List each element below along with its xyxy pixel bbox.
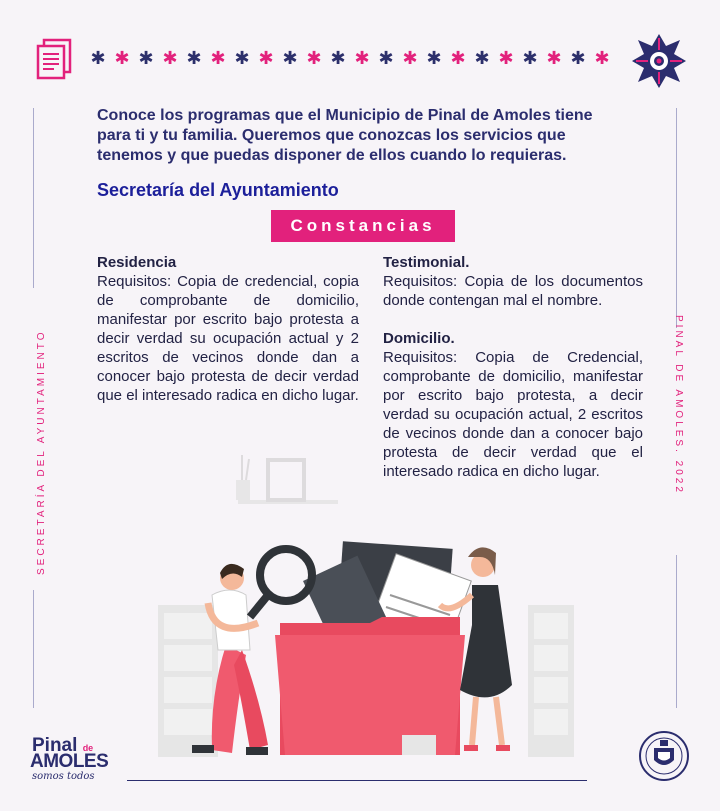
residencia-block (97, 253, 359, 405)
document-icon (34, 38, 76, 82)
star-border (88, 48, 628, 70)
pinal-de-amoles-logo (28, 735, 118, 783)
logo-pinal: Pinal (32, 735, 78, 756)
snowflake-emblem-icon (630, 32, 688, 90)
star-icon: ✱ (162, 48, 178, 69)
star-icon: ✱ (330, 48, 346, 69)
star-icon: ✱ (546, 48, 562, 69)
residencia-text: Requisitos: Copia de credencial, copia de comprobante de domicilio, manifestar por escrito bajo protesta a decir verdad su ocupación actual y 2 escritos de vecinos donde dan a conocer bajo protesta de decir verdad que el interesado radica en dicho lugar. (97, 273, 359, 404)
domicilio-heading: Domicilio. (383, 330, 455, 347)
star-icon: ✱ (138, 48, 154, 69)
star-icon: ✱ (450, 48, 466, 69)
residencia-heading: Residencia (97, 254, 177, 271)
right-divider-bottom (676, 555, 677, 708)
left-filing-cabinet (158, 605, 218, 757)
municipal-seal-icon (638, 730, 690, 782)
document-search-illustration (150, 445, 580, 763)
star-icon: ✱ (90, 48, 106, 69)
left-divider-bottom (33, 590, 34, 708)
star-icon: ✱ (306, 48, 322, 69)
intro-text: Conoce los programas que el Municipio de Pinal de Amoles tiene para ti y tu familia. Queremos que conozcas los servicios que tenemos y que puedas disponer de ellos cuando lo requieras. (97, 107, 593, 164)
logo-de: de (82, 743, 94, 753)
right-divider-top (676, 108, 677, 328)
testimonial-text: Requisitos: Copia de los documentos donde contengan mal el nombre. (383, 273, 643, 309)
star-icon: ✱ (378, 48, 394, 69)
footer-divider (127, 780, 587, 781)
star-icon: ✱ (186, 48, 202, 69)
star-icon: ✱ (282, 48, 298, 69)
star-icon: ✱ (522, 48, 538, 69)
star-icon: ✱ (210, 48, 226, 69)
star-icon: ✱ (402, 48, 418, 69)
logo-tagline: somos todos (32, 771, 95, 782)
star-icon: ✱ (234, 48, 250, 69)
domicilio-text: Requisitos: Copia de Credencial, comprobante de domicilio, manifestar por escrito bajo protesta, a decir verdad su ocupación actual, 2 escritos de vecinos donde dan a conocer bajo protesta de decir verdad que el interesado radica en dicho lugar. (383, 349, 643, 480)
star-icon: ✱ (570, 48, 586, 69)
star-icon: ✱ (354, 48, 370, 69)
red-folder (275, 617, 465, 755)
star-icon: ✱ (498, 48, 514, 69)
shelf-decoration (236, 455, 338, 504)
logo-amoles: AMOLES (30, 751, 109, 772)
right-filing-cabinet (528, 605, 574, 757)
star-icon: ✱ (594, 48, 610, 69)
star-icon: ✱ (114, 48, 130, 69)
star-icon: ✱ (258, 48, 274, 69)
star-icon: ✱ (426, 48, 442, 69)
side-label-left: SECRETARÍA DEL AYUNTAMIENTO (36, 329, 47, 575)
constancias-badge: Constancias (271, 210, 455, 242)
side-label-right: PINAL DE AMOLES. 2022 (673, 315, 684, 495)
section-title: Secretaría del Ayuntamiento (97, 180, 339, 200)
star-icon: ✱ (474, 48, 490, 69)
testimonial-heading: Testimonial. (383, 254, 470, 271)
left-divider-top (33, 108, 34, 288)
floor-box (402, 735, 436, 755)
